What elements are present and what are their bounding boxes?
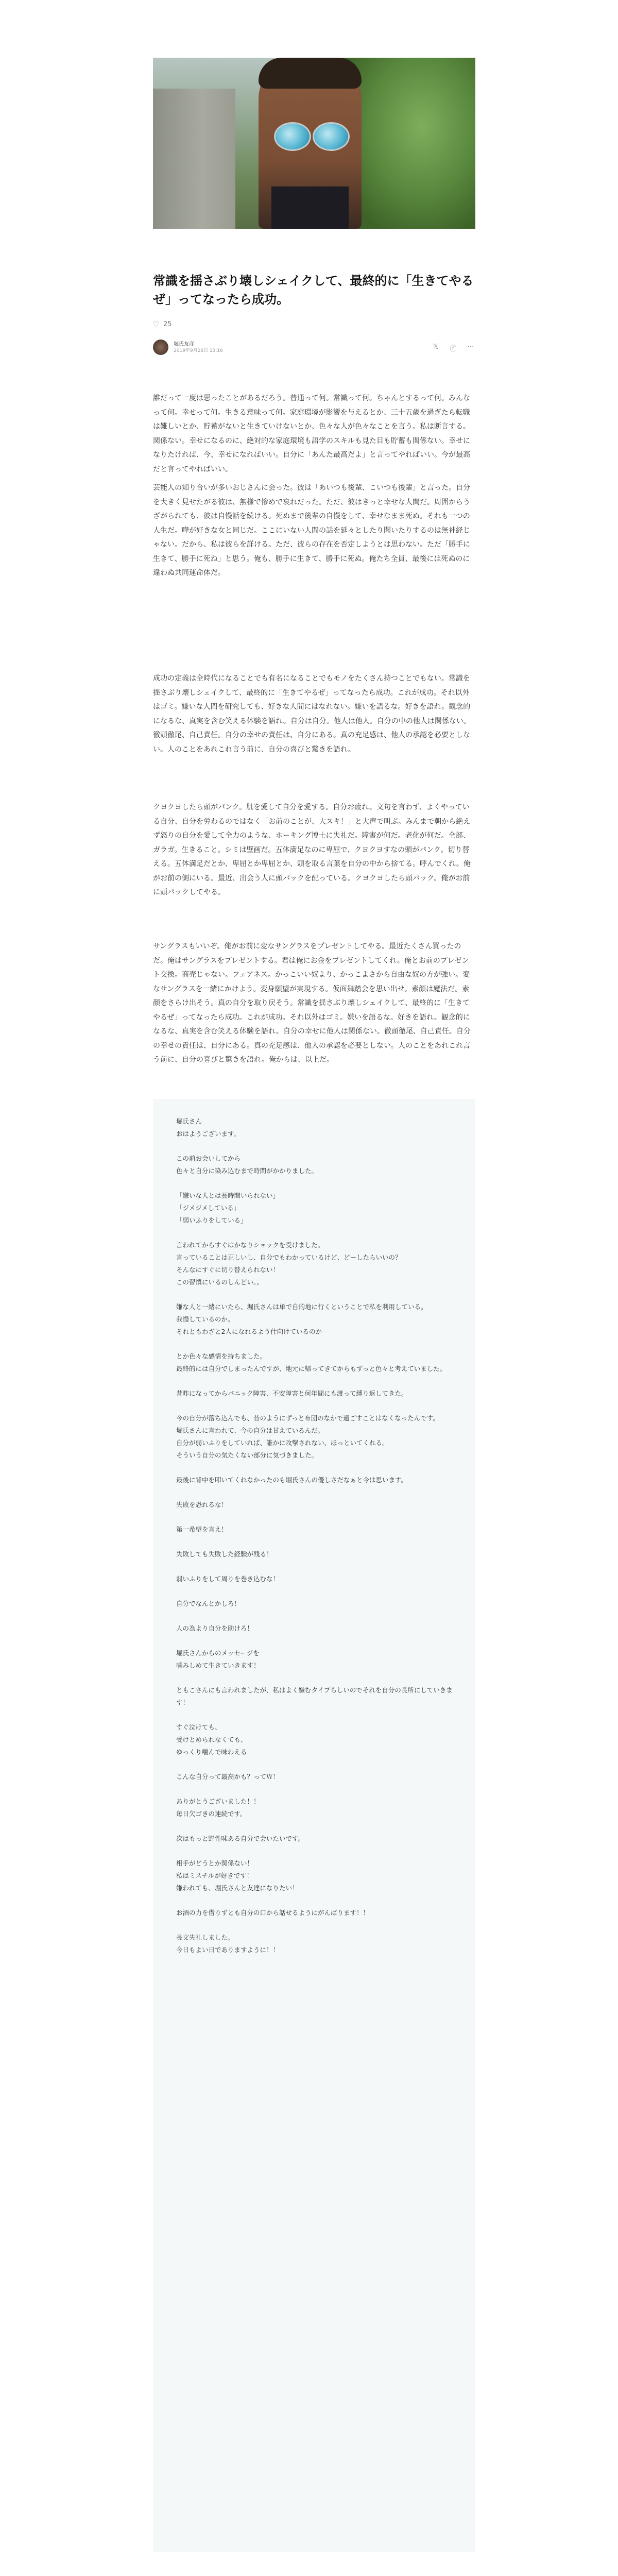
article-title: 常識を揺さぶり壊しシェイクして、最終的に「生きてやるぜ」ってなったら成功。 [153,274,474,307]
quoted-letter [153,1099,475,2552]
hero-image [153,58,475,229]
avatar[interactable] [153,340,168,355]
post-date: 2019年9月26日 13:16 [174,348,223,353]
paragraph: 成功の定義は全時代になることでも有名になることでもモノをたくさん持つことでもない。常識を揺さぶり壊しシェイクして、最終的に「生きてやるぜ」ってなったら成功。これが成功。それ以外はゴミ。嫌いな人間を研究しても、好きな人間にはなれない。嫌いを語るな。好きを語れ。観念的になるな、真実を含む笑える体験を語れ。自分は自分。他人は他人。自分の中の他人は関係ない。徹頭徹尾、自己責任。自分の幸せの責任は、自分にある。真の充足感は、他人の承認を必要としない。人のことをあれこれ言う前に、自分の喜びと驚きを語れ。 [153,674,471,754]
paragraph: 芸能人の知り合いが多いおじさんに会った。彼は「あいつも後輩、こいつも後輩」と言った。自分を大きく見せたがる彼は、無様で惨めで哀れだった。ただ、彼はきっと幸せな人間だ。周囲からうざがられても、彼は自慢話を続ける。死ぬまで後輩の自慢をして、幸せなまま死ぬ。それも一つの人生だ。嘩が好きな女と同じだ。ここにいない人間の話を延々としたり聞いたりするのは無神経じゃない。だから、私は彼らを詳ける。ただ、彼らの存在を否定しようとは思わない。ただ「勝手に生きて、勝手に死ね」と思う。俺も、勝手に生きて、勝手に死ぬ。俺たち全員、最後には死ぬのに違わぬ共同運命体だ。 [153,484,470,577]
share-buttons [431,343,475,353]
more-icon[interactable]: ⋯ [467,343,474,351]
letter-text: 堀氏さん おはようございます。 この前お会いしてから 色々と自分に染み込むまで時間がかかりました。 「嫌いな人とは長時間いられない」 「ジメジメしている」 「弱いふりをしている」 言われてからすぐはかなりショックを受けました。 言っていることは正しいし、自分でもわかっているけど、どーしたらいいの？ そんなにすぐに切り替えられない！ この習慣にいるのしんどい。。 嫌な人と一緒にいたら、堀氏さんは単で自的地に行くということで私を利用している。 我慢しているのか。 それともわざと2人になれるよう仕向けているのか とか色々な感情を持ちました。 最終的には自分でしまったんですが、地元に帰ってきてからもずっと色々と考えていました。 昔昨になってからパニック障害、不安障害と何年間にも渡って縛り返してきた。 今の自分が落ち込んでも、昔のようにずっと布団のなかで過ごすことはなくなったんです。 堀氏さんに言われて、今の自分は甘えているんだ。 自分が弱いふりをしていれば、誰かに攻撃されない、ほっといてくれる。 そういう自分の気たくない部分に気づきました。 最後に背中を叩いてくれなかったのも堀氏さんの優しさだなぁと今は思います。 失敗を恐れるな！ 第一希望を言え！ 失敗しても失敗した経験が残る！ 弱いふりをして周りを巻き込むな！ 自分でなんとかしろ！ 人の為より自分を助けろ！ 堀氏さんからのメッセージを 噛みしめて生きていきます！ ともこさんにも言われましたが、私はよく嫌むタイプらしいのでそれを自分の長所にしていきます！ すぐ泣けても、 受けとめられなくても、 ゆっくり噛んで味わえる こんな自分って最高かも？ってＷ！ ありがとうございました！！ 毎日欠ゴきの連続です。 次はもっと野性味ある自分で会いたいです。 相手がどうとか関係ない！ 私はミスチルが好きです！ 嫌われても、堀氏さんと友達になりたい！ お酒の力を借りずとも自分の口から話せるようにがんばります！！ 長文失礼しました。 今日もよい日でありますように！！ [176,1117,453,1954]
like-button[interactable] [153,320,172,328]
heart-icon: ♡ [153,320,160,329]
paragraph: サングラスもいいぞ。俺がお前に変なサングラスをプレゼントしてやる。最近たくさん買ったのだ。俺はサングラスをプレゼントする。君は俺にお金をプレゼントしてくれ。俺とお前のプレゼント交換。商売じゃない。フェアネス。かっこいい奴より、かっこよさから自由な奴の方が強い。変なサングラスを一緒にかけよう。変身願望が実現する。仮面舞踏会を思い出せ。素顔は魔法だ。素顔をさらけ出そう。真の自分を取り戻そう。常識を揺さぶり壊しシェイクして、最終的に「生きてやるぜ」ってなったら成功。これが成功。それ以外はゴミ。嫌いを語るな。好きを語れ。観念的になるな、真実を含む笑える体験を語れ。自分の幸せに他人は関係ない。徹頭徹尾、自己責任。自分の幸せの責任は、自分にある。真の充足感は、他人の承認を必要としない。人のことをあれこれ言う前に、自分の喜びと驚きを語れ。俺からは、以上だ。 [153,942,471,1064]
author-info[interactable] [153,340,223,355]
twitter-icon[interactable]: 𝕏 [433,343,439,351]
author-name[interactable]: 堀氏友彦 [174,341,194,347]
paragraph: クヨクヨしたら頭がパンク。肌を愛して自分を愛する。自分お疲れ。文句を言わず、よくやっている自分、自分を労わるのではなく「お前のことが、大スキ！」と大声で叫ぶ。みんまで朝から絶えず怒りの自分を愛して全力のような、ホーキング博士に失礼だ。障害が何だ。老化が何だ。全部、ガラガ。生きること。シミは壁画だ。五体満足なのに卑屈で、クヨクヨすなの頭がパンク。切り替える。五体満足だとか、卑屈とか卑屈とか、頭を取る言葉を自分の中から捨てる。呼んでくれ。俺がお前の側にいる。最近、出会う人に頭パックを配っている。クヨクヨしたら頭パック。俺がお前に頭パックしてやる。 [153,803,471,896]
like-count: 25 [163,320,172,328]
paragraph: 誰だって一度は思ったことがあるだろう。普通って何。常識って何。ちゃんとするって何。みんなって何。幸せって何。生きる意味って何。家庭環境が影響を与えるとか、三十五歳を過ぎたら転職は難しいとか、貯蓄がないと生きていけないとか、色々な人が色々なことを言う。私は断言する。関係ない。幸せになるのに、絶対的な家庭環境も語学のスキルも見た目も貯蓄も関係ない。幸せになりたければ、今、幸せになればいい。自分に「あんた最高だよ」と言ってやればいい。今が最高だと言ってやればいい。 [153,394,470,473]
facebook-icon[interactable]: ⓕ [450,345,457,353]
